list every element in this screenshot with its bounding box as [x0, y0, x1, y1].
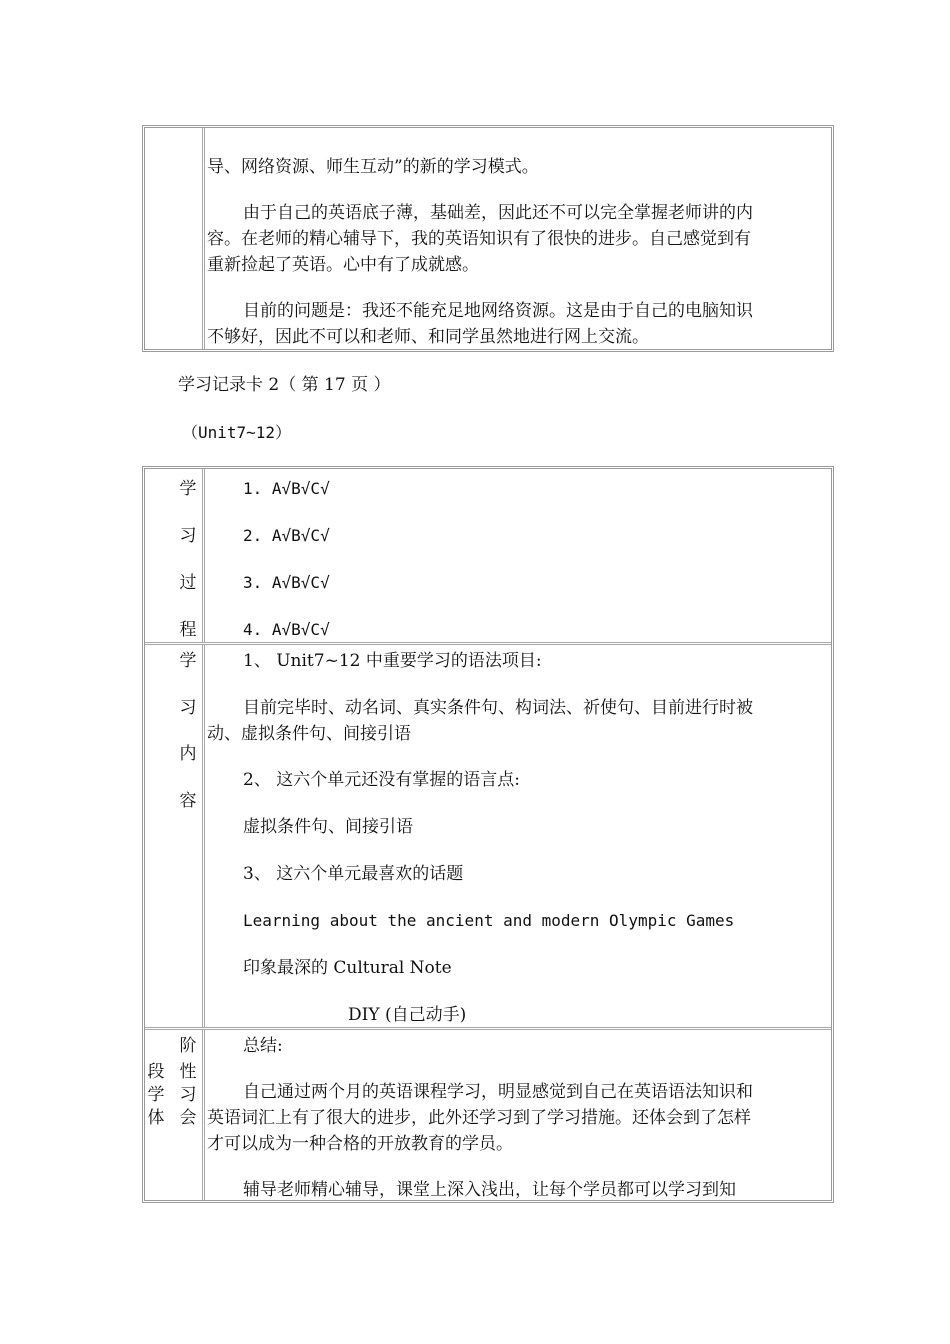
summary-text [205, 1030, 831, 1200]
summary-line: 才可以成为一种合格的开放教育的学员。 [207, 1134, 513, 1154]
label-char: 学 [147, 1085, 165, 1105]
process-row [145, 469, 831, 642]
content-line: 动、虚拟条件句、间接引语 [207, 724, 411, 744]
summary-line: 总结: [243, 1036, 283, 1056]
top-table [142, 125, 834, 352]
content-line: 3、 这六个单元最喜欢的话题 [243, 864, 464, 884]
label-char: 学 [179, 651, 197, 671]
content-text [205, 645, 831, 1027]
paragraph-line: 导、网络资源、师生互动”的新的学习模式。 [207, 157, 539, 177]
label-char: 习 [179, 526, 197, 546]
top-table-row [145, 128, 831, 349]
answer-item: 4. A√B√C√ [243, 620, 330, 639]
answer-item: 1. A√B√C√ [243, 479, 330, 498]
label-char: 体 [147, 1108, 165, 1128]
content-row [145, 642, 831, 1027]
paragraph-line: 不够好，因此不可以和老师、和同学虽然地进行网上交流。 [207, 327, 649, 347]
content-line: 1、 Unit7~12 中重要学习的语法项目: [243, 651, 542, 671]
summary-line: 自己通过两个月的英语课程学习，明显感觉到自己在英语语法知识和 [243, 1082, 753, 1102]
content-line: 目前完毕时、动名词、真实条件句、构词法、祈使句、目前进行时被 [243, 698, 753, 718]
content-line: Learning about the ancient and modern Olympic Games [243, 911, 735, 930]
content-line: DIY (自己动手) [348, 1005, 467, 1025]
label-char: 容 [179, 791, 197, 811]
answer-item: 3. A√B√C√ [243, 573, 330, 592]
record-table [142, 466, 834, 1203]
process-label [145, 469, 205, 642]
top-table-text-cell [205, 128, 831, 349]
summary-label [145, 1030, 205, 1200]
unit-range: （Unit7~12） [182, 423, 292, 442]
summary-line: 辅导老师精心辅导，课堂上深入浅出，让每个学员都可以学习到知 [243, 1180, 736, 1200]
process-answers [205, 469, 831, 642]
paragraph-line: 由于自己的英语底子薄，基础差，因此还不可以完全掌握老师讲的内 [243, 203, 753, 223]
answer-item: 2. A√B√C√ [243, 526, 330, 545]
card-title: 学习记录卡 2（ 第 17 页 ） [178, 375, 391, 395]
content-line: 印象最深的 Cultural Note [243, 958, 452, 978]
label-char: 阶 [179, 1036, 197, 1056]
label-char: 习 [179, 698, 197, 718]
label-char: 会 [179, 1108, 197, 1128]
content-line: 虚拟条件句、间接引语 [243, 817, 413, 837]
paragraph-line: 重新捡起了英语。心中有了成就感。 [207, 255, 479, 275]
summary-line: 英语词汇上有了很大的进步，此外还学习到了学习措施。还体会到了怎样 [207, 1108, 751, 1128]
label-char: 性 [179, 1062, 197, 1082]
label-char: 程 [179, 620, 197, 640]
top-table-label-cell [145, 128, 205, 349]
content-label [145, 645, 205, 1027]
label-char: 习 [179, 1085, 197, 1105]
paragraph-line: 目前的问题是：我还不能充足地网络资源。这是由于自己的电脑知识 [243, 301, 753, 321]
content-line: 2、 这六个单元还没有掌握的语言点: [243, 770, 520, 790]
paragraph-line: 容。在老师的精心辅导下，我的英语知识有了很快的进步。自己感觉到有 [207, 229, 751, 249]
label-char: 学 [179, 479, 197, 499]
label-char: 内 [179, 744, 197, 764]
label-char: 段 [147, 1062, 165, 1082]
summary-row [145, 1027, 831, 1200]
label-char: 过 [179, 573, 197, 593]
